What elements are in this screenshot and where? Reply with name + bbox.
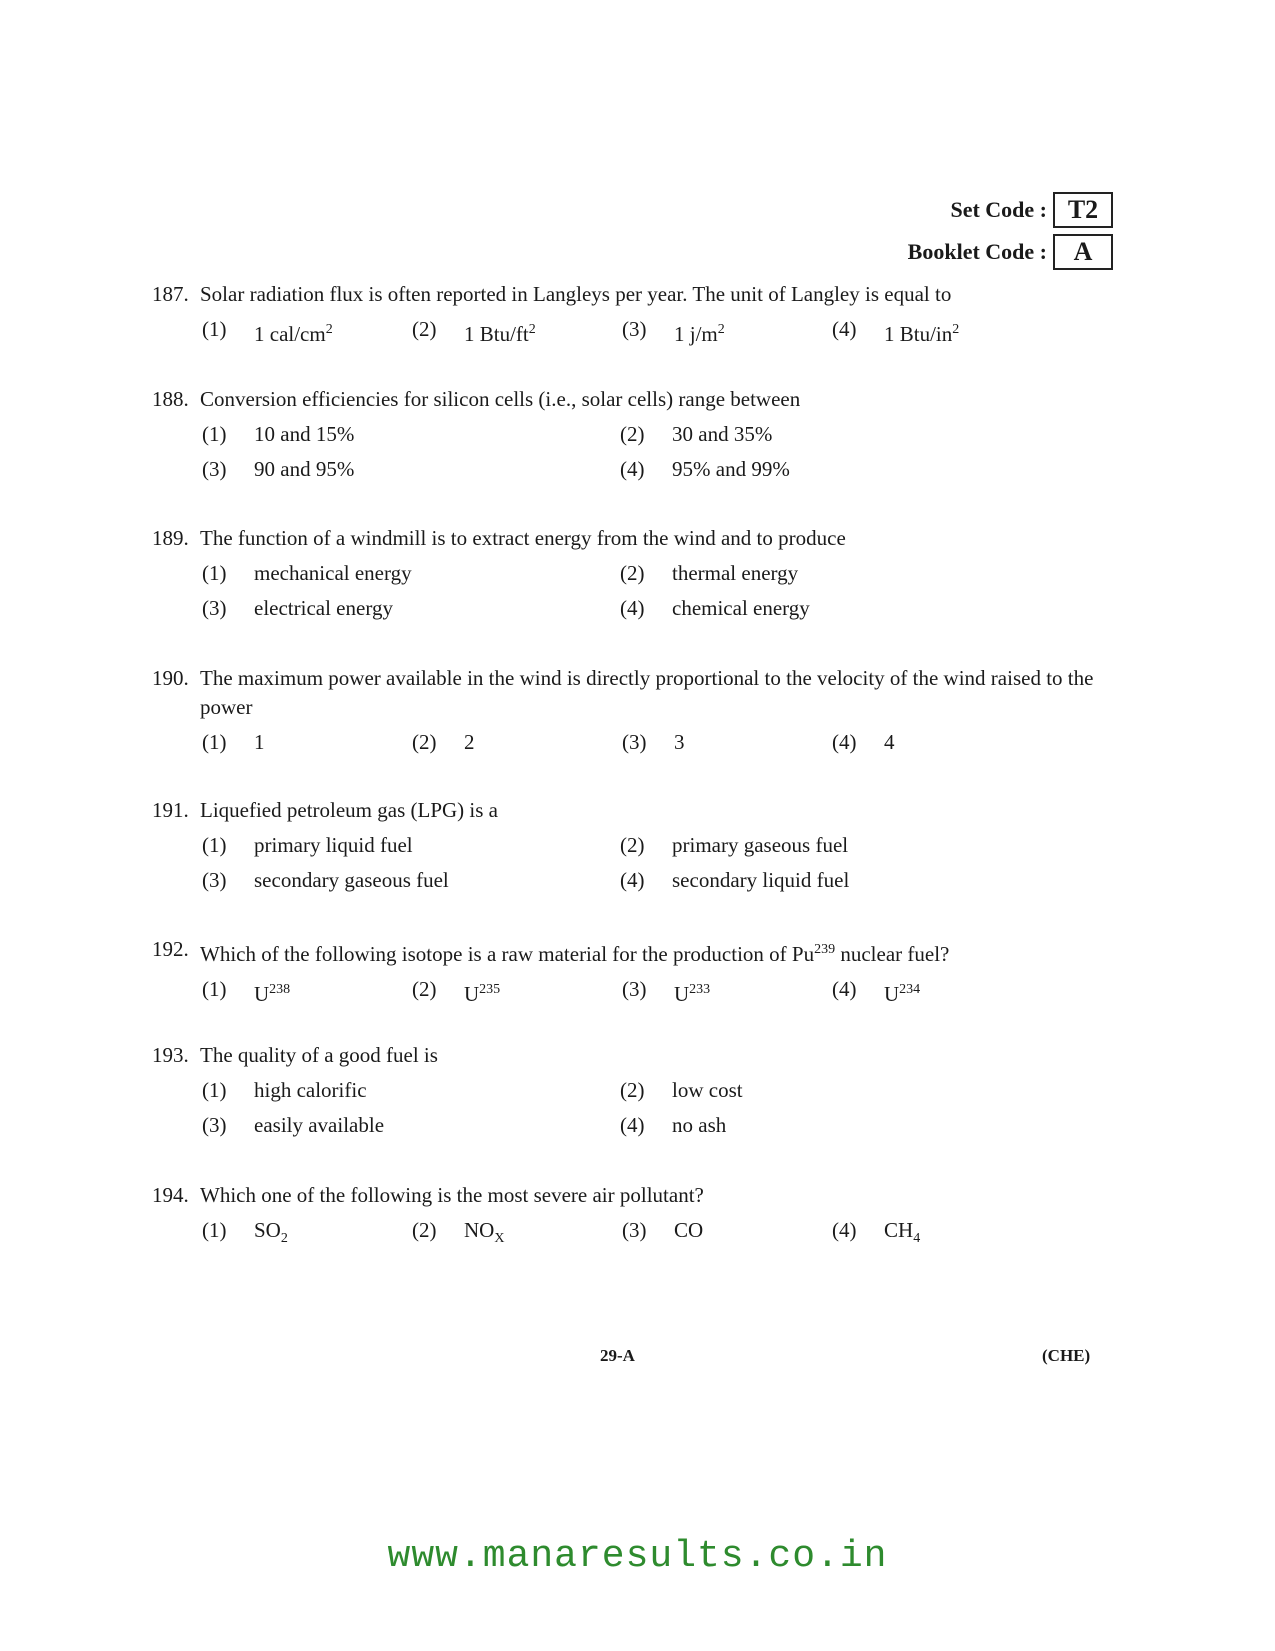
option-text: 1: [254, 730, 265, 754]
option-1: [202, 831, 620, 860]
option-number: (3): [202, 596, 227, 620]
booklet-code-value: A: [1053, 234, 1113, 270]
question-text: The function of a windmill is to extract energy from the wind and to produce: [200, 526, 846, 550]
option-superscript: 234: [899, 982, 921, 997]
option-text: 10 and 15%: [254, 422, 355, 446]
option-2: [620, 1076, 1038, 1105]
option-number: (2): [412, 977, 437, 1001]
question-number: 189.: [152, 526, 189, 550]
option-number: (3): [202, 1113, 227, 1137]
option-text: CO: [674, 1218, 704, 1242]
option-text: secondary liquid fuel: [672, 868, 850, 892]
option-text: [884, 975, 920, 1009]
option-1: [202, 1076, 620, 1105]
question-text: Conversion efficiencies for silicon cells (i.e., solar cells) range between: [200, 387, 801, 411]
option-text: 2: [464, 730, 475, 754]
question-number: 192.: [152, 937, 189, 961]
option-number: (2): [620, 561, 645, 585]
question-text: The quality of a good fuel is: [200, 1043, 438, 1067]
option-text-main: U: [254, 982, 270, 1006]
options: [202, 728, 1102, 757]
option-4: [832, 975, 1042, 1009]
question-text: [200, 935, 1102, 969]
option-text: high calorific: [254, 1078, 367, 1102]
option-text: 4: [884, 730, 895, 754]
set-code-row: [908, 192, 1113, 228]
option-text: [884, 1216, 920, 1253]
option-text: [884, 315, 959, 349]
option-number: (2): [620, 422, 645, 446]
option-number: (1): [202, 730, 227, 754]
option-number: (2): [620, 833, 645, 857]
option-1: [202, 315, 412, 349]
option-1: [202, 420, 620, 449]
option-3: [202, 1111, 620, 1140]
option-number: (3): [202, 457, 227, 481]
option-number: (2): [412, 1218, 437, 1242]
option-subscript: 4: [913, 1231, 921, 1247]
option-superscript: 2: [952, 322, 960, 337]
option-superscript: 2: [528, 322, 536, 337]
question-superscript: 239: [814, 942, 836, 957]
option-text: easily available: [254, 1113, 385, 1137]
question-194: [152, 1181, 1102, 1253]
option-4: [620, 1111, 1038, 1140]
option-text-main: 1 cal/cm: [254, 322, 326, 346]
option-text: [464, 1216, 504, 1253]
set-code-value: T2: [1053, 192, 1113, 228]
option-number: (4): [620, 1113, 645, 1137]
option-number: (1): [202, 561, 227, 585]
option-number: (2): [412, 317, 437, 341]
option-text: low cost: [672, 1078, 743, 1102]
question-191: [152, 796, 1102, 901]
options: [202, 1216, 1102, 1253]
option-text-main: 1 j/m: [674, 322, 718, 346]
option-text: secondary gaseous fuel: [254, 868, 449, 892]
question-number: 190.: [152, 666, 189, 690]
option-text-main: 1 Btu/in: [884, 322, 953, 346]
option-number: (1): [202, 1078, 227, 1102]
options: [202, 420, 1102, 490]
option-number: (4): [620, 457, 645, 481]
option-number: (4): [620, 868, 645, 892]
option-3: [622, 975, 832, 1009]
option-superscript: 235: [479, 982, 501, 997]
subject-code: (CHE): [1042, 1346, 1091, 1365]
option-superscript: 238: [269, 982, 291, 997]
option-number: (4): [832, 730, 857, 754]
question-190: [152, 664, 1102, 757]
option-subscript: X: [494, 1231, 505, 1247]
question-number: 187.: [152, 282, 189, 306]
question-number: 193.: [152, 1043, 189, 1067]
question-number: 194.: [152, 1183, 189, 1207]
question-187: [152, 280, 1102, 349]
question-193: [152, 1041, 1102, 1146]
code-panel: [908, 192, 1113, 276]
option-number: (3): [622, 317, 647, 341]
option-text: [464, 975, 500, 1009]
option-3: [202, 866, 620, 895]
option-number: (2): [412, 730, 437, 754]
option-4: [620, 866, 1038, 895]
option-number: (4): [832, 1218, 857, 1242]
question-number: 188.: [152, 387, 189, 411]
option-4: [832, 1216, 1042, 1253]
question-text: The maximum power available in the wind is directly proportional to the velocity of the wind raised to the power: [200, 666, 1094, 719]
option-2: [620, 559, 1038, 588]
set-code-label: Set Code :: [950, 197, 1047, 222]
option-text: mechanical energy: [254, 561, 412, 585]
option-text: 30 and 35%: [672, 422, 773, 446]
option-2: [620, 420, 1038, 449]
option-2: [412, 1216, 622, 1253]
option-4: [832, 728, 1042, 757]
options: [202, 315, 1102, 349]
options: [202, 559, 1102, 629]
option-text: chemical energy: [672, 596, 810, 620]
option-2: [412, 728, 622, 757]
option-text: [674, 975, 710, 1009]
option-text: thermal energy: [672, 561, 799, 585]
option-number: (1): [202, 422, 227, 446]
option-number: (1): [202, 833, 227, 857]
option-1: [202, 1216, 412, 1253]
option-number: (2): [620, 1078, 645, 1102]
option-text: electrical energy: [254, 596, 393, 620]
options: [202, 975, 1102, 1009]
option-text: [254, 975, 290, 1009]
option-text: 3: [674, 730, 685, 754]
option-number: (4): [832, 317, 857, 341]
option-number: (1): [202, 977, 227, 1001]
option-text: primary liquid fuel: [254, 833, 413, 857]
question-text: Solar radiation flux is often reported in Langleys per year. The unit of Langley is equal to: [200, 282, 952, 306]
option-number: (1): [202, 1218, 227, 1242]
question-text: Liquefied petroleum gas (LPG) is a: [200, 798, 498, 822]
option-3: [622, 1216, 832, 1253]
booklet-code-row: [908, 234, 1113, 270]
option-text: no ash: [672, 1113, 727, 1137]
option-text-main: U: [674, 982, 690, 1006]
option-3: [202, 594, 620, 623]
question-text-after: nuclear fuel?: [835, 942, 950, 966]
option-text-main: 1 Btu/ft: [464, 322, 529, 346]
option-number: (3): [622, 1218, 647, 1242]
option-superscript: 2: [325, 322, 333, 337]
question-text-before: Which of the following isotope is a raw material for the production of Pu: [200, 942, 815, 966]
question-192: [152, 935, 1102, 1009]
option-3: [202, 455, 620, 484]
question-number: 191.: [152, 798, 189, 822]
website-url: www.manaresults.co.in: [387, 1535, 888, 1578]
option-subscript: 2: [280, 1231, 288, 1247]
option-2: [412, 315, 622, 349]
option-number: (3): [622, 977, 647, 1001]
option-number: (4): [832, 977, 857, 1001]
option-text: [254, 1216, 288, 1253]
option-superscript: 233: [689, 982, 711, 997]
option-text: 95% and 99%: [672, 457, 790, 481]
option-4: [620, 594, 1038, 623]
option-number: (3): [622, 730, 647, 754]
option-text: primary gaseous fuel: [672, 833, 849, 857]
option-text: 90 and 95%: [254, 457, 355, 481]
option-number: (1): [202, 317, 227, 341]
option-text-main: SO: [254, 1218, 281, 1242]
option-1: [202, 728, 412, 757]
option-4: [832, 315, 1042, 349]
option-text-main: U: [464, 982, 480, 1006]
option-3: [622, 315, 832, 349]
option-text: [464, 315, 536, 349]
question-189: [152, 524, 1102, 629]
option-number: (3): [202, 868, 227, 892]
options: [202, 1076, 1102, 1146]
question-text: Which one of the following is the most severe air pollutant?: [200, 1183, 704, 1207]
option-superscript: 2: [717, 322, 725, 337]
option-text-main: U: [884, 982, 900, 1006]
option-4: [620, 455, 1038, 484]
option-text-main: NO: [464, 1218, 495, 1242]
options: [202, 831, 1102, 901]
booklet-code-label: Booklet Code :: [907, 239, 1047, 264]
option-text-main: CH: [884, 1218, 914, 1242]
option-1: [202, 975, 412, 1009]
option-1: [202, 559, 620, 588]
option-2: [412, 975, 622, 1009]
option-text: [674, 315, 725, 349]
option-number: (4): [620, 596, 645, 620]
page-code: 29-A: [600, 1346, 635, 1365]
option-3: [622, 728, 832, 757]
option-text: [254, 315, 333, 349]
question-188: [152, 385, 1102, 490]
option-2: [620, 831, 1038, 860]
